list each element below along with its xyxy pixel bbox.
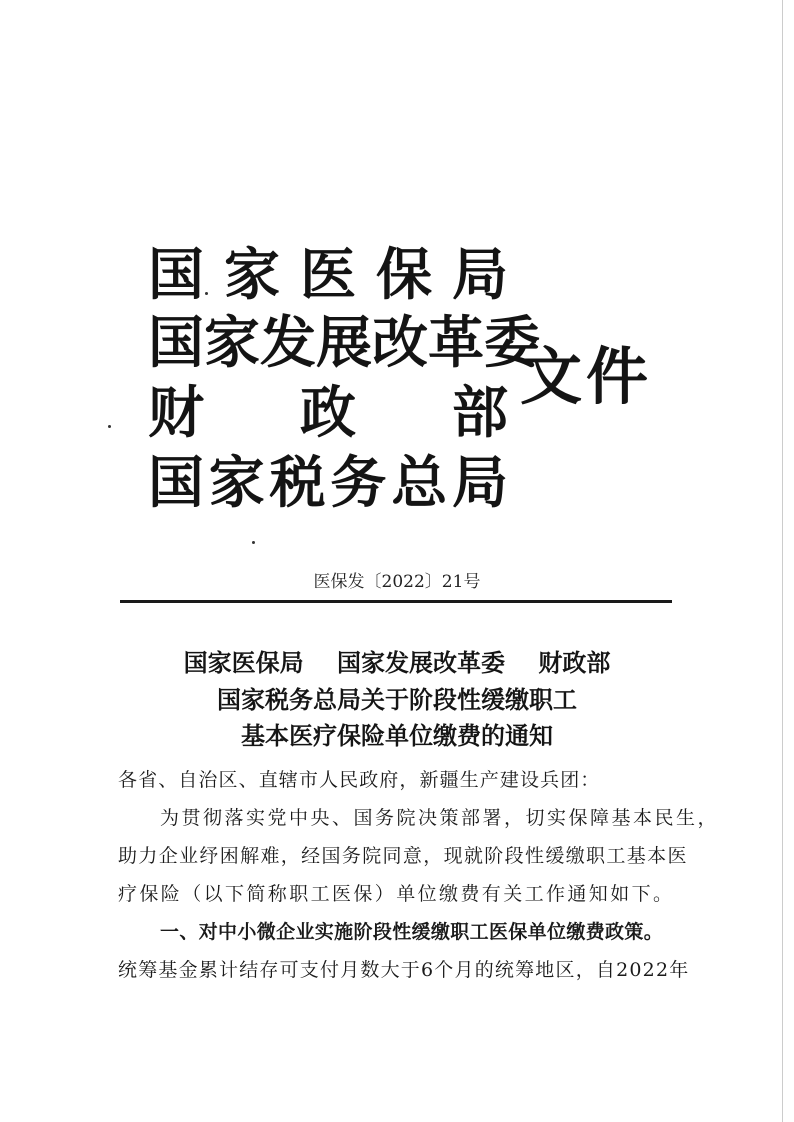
document-title-line: 基本医疗保险单位缴费的通知 xyxy=(241,721,553,750)
agency-name: 财 政 部 xyxy=(148,380,508,446)
scan-edge-line xyxy=(782,0,783,1122)
header-divider xyxy=(120,600,672,603)
addressee: 各省、自治区、直辖市人民政府，新疆生产建设兵团： xyxy=(118,769,601,791)
document-number: 医保发〔2022〕21号 xyxy=(313,572,481,592)
file-mark: 文件 xyxy=(520,340,653,413)
body-text-line: 助力企业纾困解难，经国务院同意，现就阶段性缓缴职工基本医 xyxy=(118,845,688,867)
agency-name: 国 家 发 展 改 革 委 xyxy=(148,310,540,376)
body-text-line: 为贯彻落实党中央、国务院决策部署，切实保障基本民生， xyxy=(160,807,720,829)
document-title-line: 国家医保局 国家发展改革委 财政部 xyxy=(183,648,611,677)
scan-speck xyxy=(252,541,255,544)
agency-name: 国 家 医 保 局 xyxy=(148,242,508,308)
body-text-line: 统筹基金累计结存可支付月数大于6个月的统筹地区，自2022年 xyxy=(118,959,690,981)
scan-speck xyxy=(108,425,111,428)
agency-name: 国 家 税 务 总 局 xyxy=(148,450,508,516)
section-heading: 一、对中小微企业实施阶段性缓缴职工医保单位缴费政策。 xyxy=(160,921,664,943)
document-title-line: 国家税务总局关于阶段性缓缴职工 xyxy=(217,685,577,714)
body-text-line: 疗保险（以下简称职工医保）单位缴费有关工作通知如下。 xyxy=(118,883,675,905)
